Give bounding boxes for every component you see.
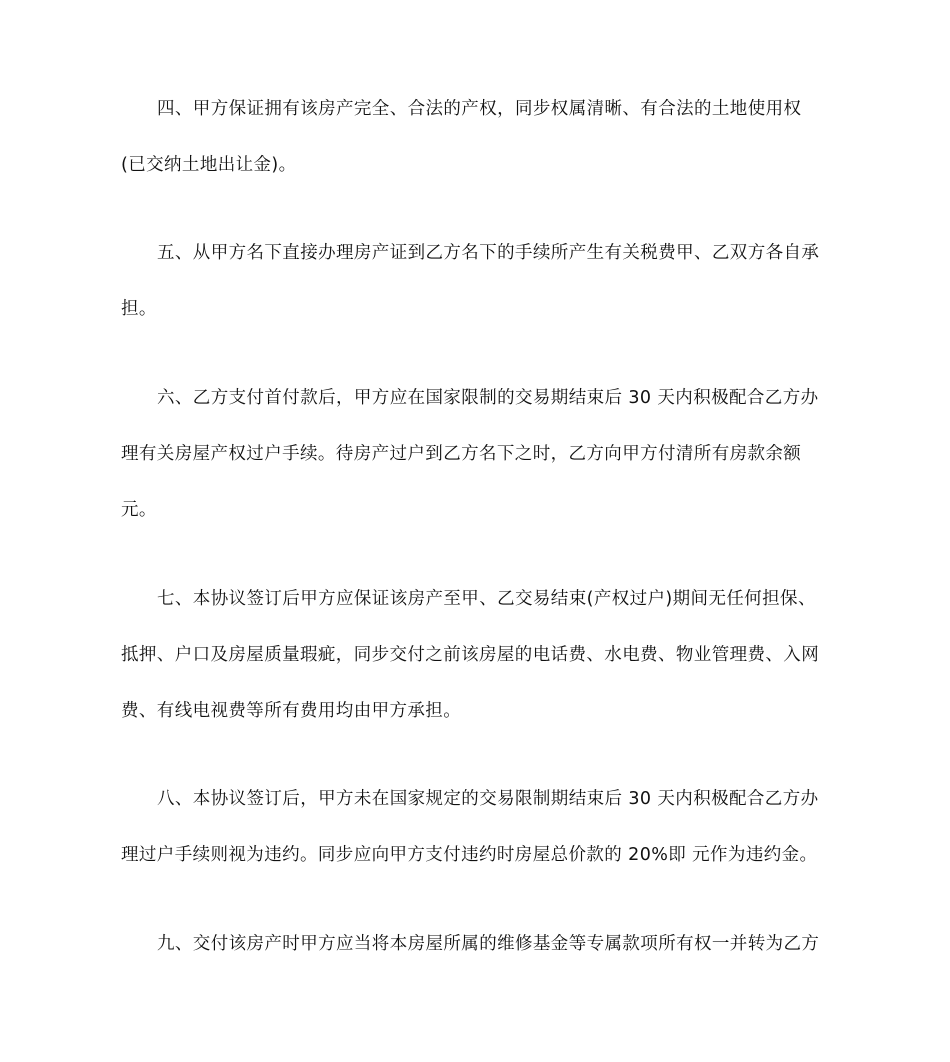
clause-6-line-3: 元。: [121, 500, 157, 520]
clause-9-line-1: 九、交付该房产时甲方应当将本房屋所属的维修基金等专属款项所有权一并转为乙方: [157, 934, 820, 954]
clause-8-line-2: 理过户手续则视为违约。同步应向甲方支付违约时房屋总价款的 20%即 元作为违约金。: [121, 845, 818, 865]
clause-5-line-1: 五、从甲方名下直接办理房产证到乙方名下的手续所产生有关税费甲、乙双方各自承: [157, 243, 820, 263]
clause-7-line-1: 七、本协议签订后甲方应保证该房产至甲、乙交易结束(产权过户)期间无任何担保、: [157, 589, 816, 609]
clause-6-line-1: 六、乙方支付首付款后，甲方应在国家限制的交易期结束后 30 天内积极配合乙方办: [157, 388, 819, 408]
clause-7-line-3: 费、有线电视费等所有费用均由甲方承担。: [121, 701, 462, 721]
clause-6-line-2: 理有关房屋产权过户手续。待房产过户到乙方名下之时，乙方向甲方付清所有房款余额: [121, 444, 802, 464]
clause-7-line-2: 抵押、户口及房屋质量瑕疵，同步交付之前该房屋的电话费、水电费、物业管理费、入网: [121, 645, 820, 665]
clause-4-line-1: 四、甲方保证拥有该房产完全、合法的产权，同步权属清晰、有合法的土地使用权: [157, 99, 802, 119]
clause-8-line-1: 八、本协议签订后，甲方未在国家规定的交易限制期结束后 30 天内积极配合乙方办: [157, 789, 819, 809]
clause-4-line-2: (已交纳土地出让金)。: [121, 155, 297, 175]
clause-5-line-2: 担。: [121, 299, 157, 319]
